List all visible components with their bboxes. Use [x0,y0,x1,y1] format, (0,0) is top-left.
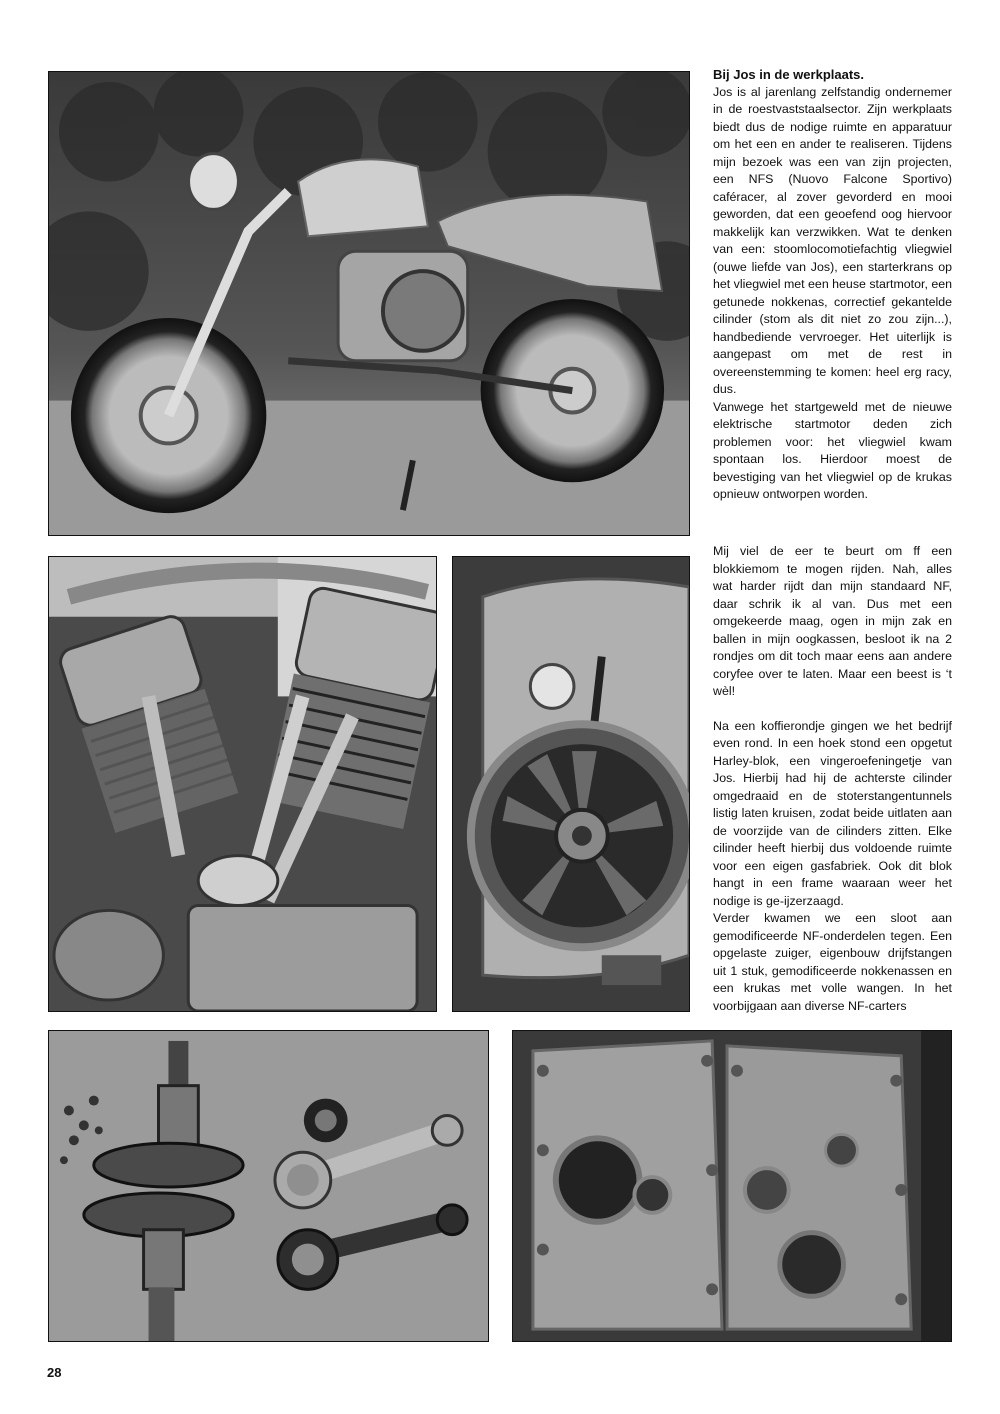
article-paragraph: Vanwege het startgeweld met de nieuwe elektrische startmotor deden zich problemen voor: het vliegwiel kwam spontaan los. Hierdoor moest de bevestiging van het vliegwiel op de krukas opnieuw ontworpen worden. [713,399,952,501]
article-column [713,66,952,504]
article-paragraph: Na een koffierondje gingen we het bedrijf even rond. In een hoek stond een opgetut Harley-blok, een vingeroefeningetje van Jos. Hierbij had hij de achterste cilinder omgedraaid en de stoterstangentunnels listig laten kruisen, zodat beide uitlaten aan de voorzijde van de cilinders zitten. Elke cilinder heeft hierbij dus voldoende ruimte voor een eigen gasfabriek. Ook dit blok hangt in een frame waaraan weer het nodige is ge-ijzerzaagd. [713,718,952,908]
flywheel-photo [452,556,690,1012]
page-number: 28 [47,1365,62,1380]
harley-engine-photo [48,556,437,1012]
article-paragraph: Jos is al jarenlang zelfstandig ondernemer in de roestvaststaalsector. Zijn werkplaats biedt dus de nodige ruimte en apparatuur om het een en ander te realiseren. Tijdens mijn bezoek was een van zijn projecten, een NFS (Nuovo Falcone Sportivo) caféracer, al zover gevorderd en mooi geworden, dat een geoefend oog hiervoor makkelijk kan verzwikken. Wat te denken van een: stoomlocomotiefachtig vliegwiel (ouwe liefde van Jos), een starterkrans op het vliegwiel met een heuse startmotor, een getunede nokkenas, correctief gekantelde cilinder (stom als dit niet zo zou zijn...), handbediende vervroeger. Het uiterlijk is aangepast om met de rest in overeenstemming te komen: heel erg racy, dus. [713,84,952,396]
motorcycle-photo [48,71,690,536]
article-paragraph: Verder kwamen we een sloot aan gemodificeerde NF-onderdelen tegen. Een opgelaste zuiger, eigenbouw drijfstangen uit 1 stuk, gemodificeerde nokkenassen en een krukas met volle wangen. In het voorbijgaan aan diverse NF-carters [713,911,952,1013]
crankcase-photo [512,1030,952,1342]
article-column [713,543,952,1015]
article-heading: Bij Jos in de werkplaats. [713,67,864,82]
article-paragraph: Mij viel de eer te beurt om ff een blokkiemom te mogen rijden. Nah, alles wat harder rijdt dan mijn standaard NF, daar schrik ik al van. Dus met een omgekeerde maag, ogen in mijn zak en ballen in mijn oogkassen, besloot ik na 2 rondjes om dit toch maar eens aan andere coryfee over te laten. Maar een beest is ‘t wèl! [713,544,952,698]
crankshaft-conrods-photo [48,1030,489,1342]
